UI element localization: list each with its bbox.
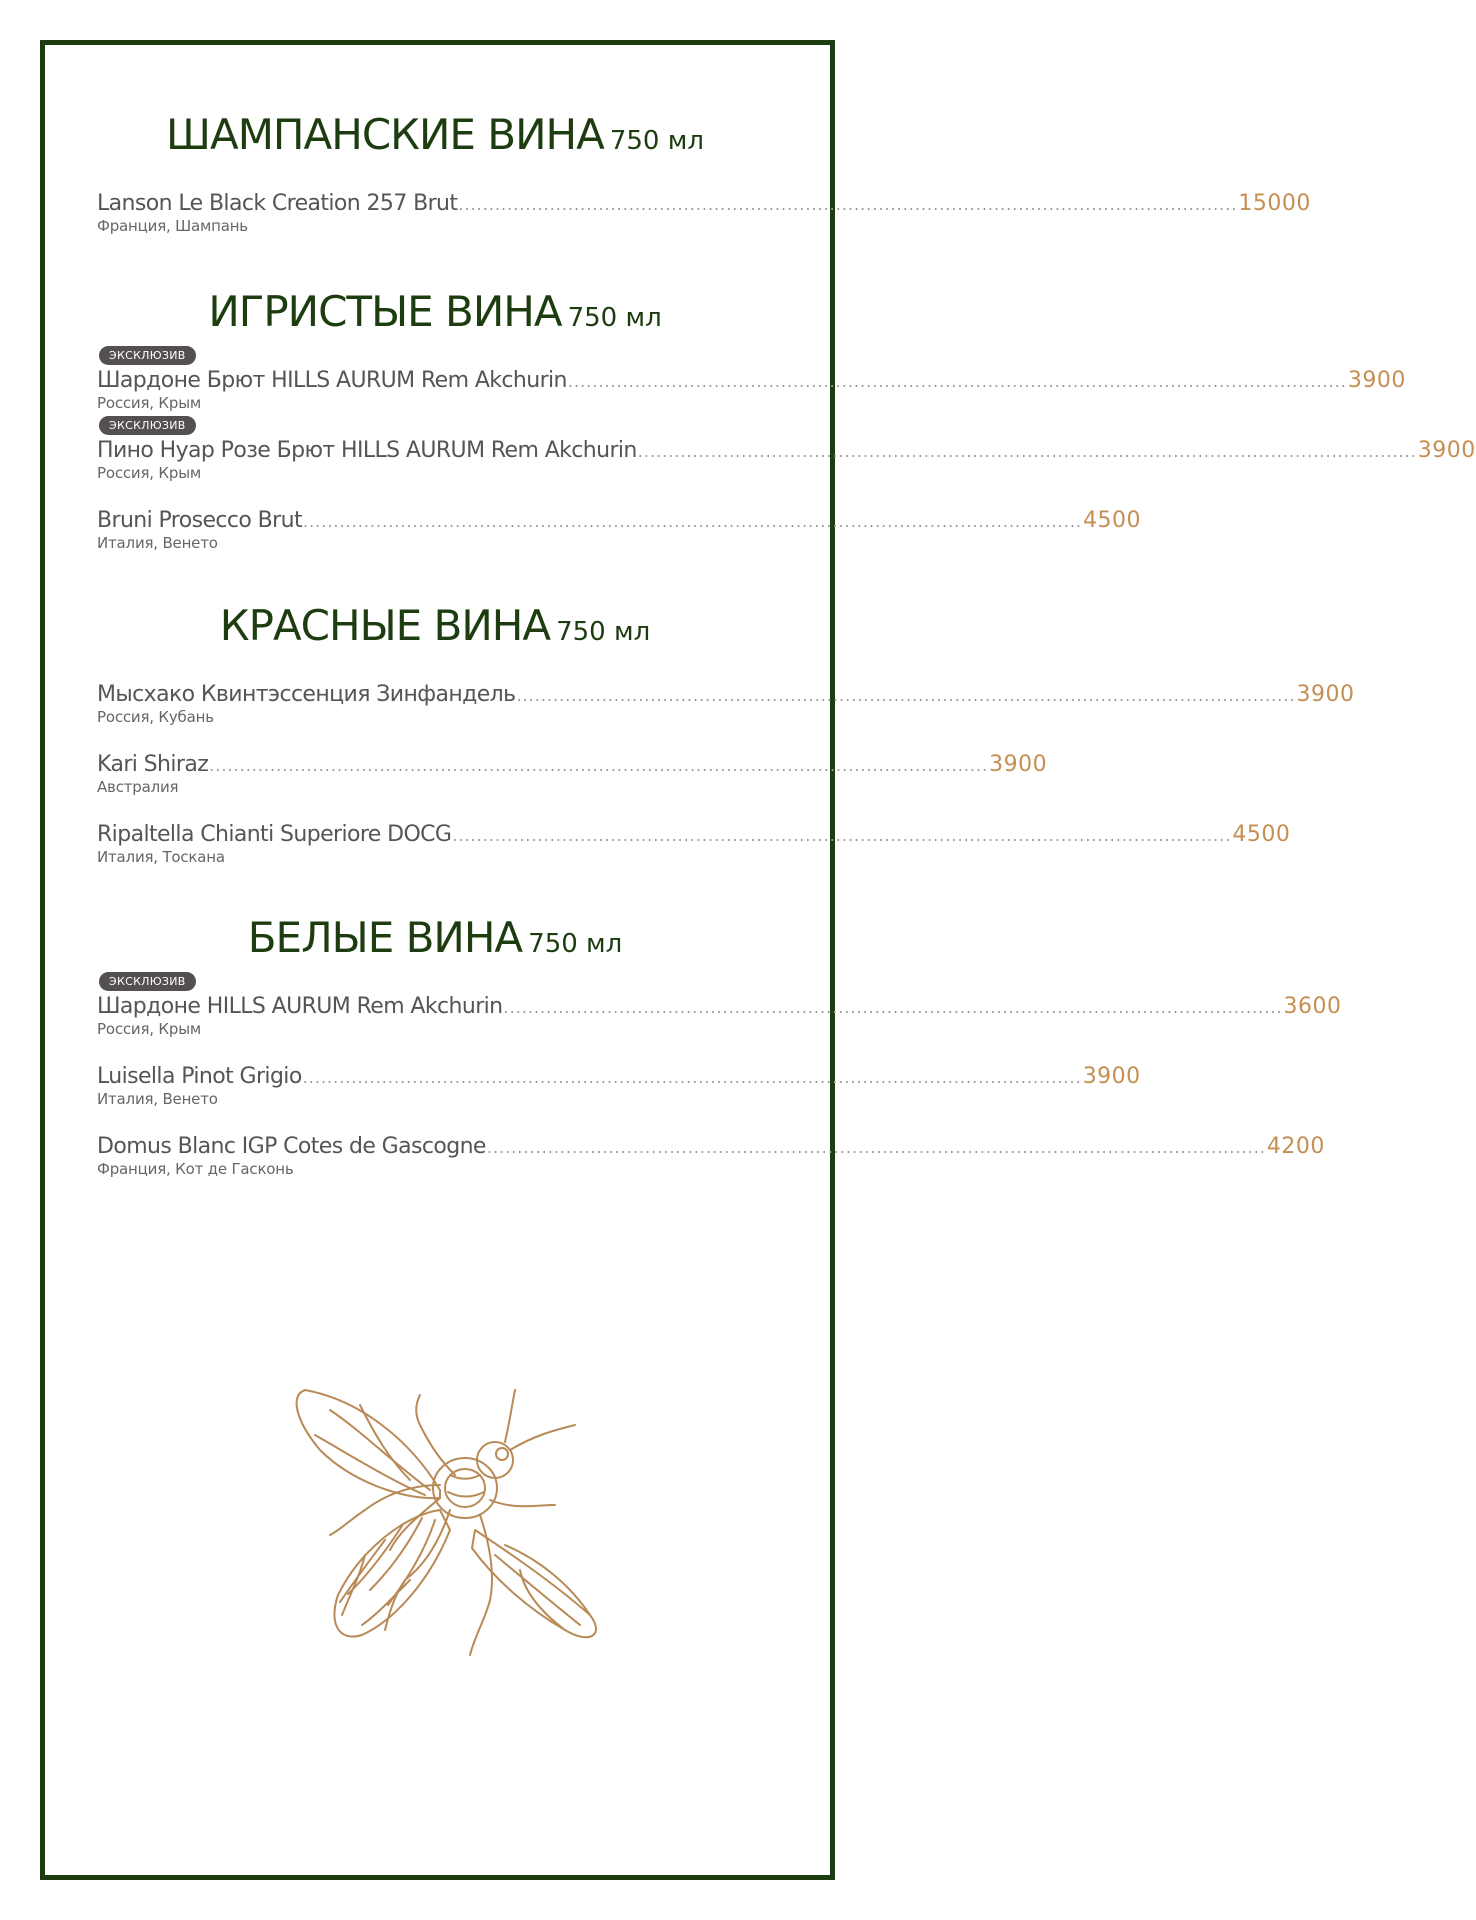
section-white [97, 908, 1342, 1204]
menu-item [97, 975, 1342, 1064]
section-champagne [97, 105, 1311, 261]
wine-price: 4500 [1082, 508, 1141, 533]
menu-item [97, 752, 1048, 822]
menu-item [97, 349, 1406, 438]
wine-origin: Австралия [97, 778, 179, 796]
menu-item [97, 419, 1476, 508]
wine-price: 15000 [1238, 191, 1311, 216]
wine-price: 3900 [1417, 438, 1476, 463]
bee-icon [290, 1380, 620, 1670]
wine-name: Пино Нуар Розе Брют HILLS AURUM Rem Akchurin [97, 438, 637, 463]
section-title: ШАМПАНСКИЕ ВИНА 750 мл [166, 110, 704, 159]
wine-origin: Франция, Шампань [97, 217, 248, 235]
wine-origin: Россия, Крым [97, 394, 201, 412]
wine-price: 3900 [1082, 1064, 1141, 1089]
dot-leader: ................................................................................................................................ [637, 442, 1417, 461]
dot-leader: ................................................................................................................................ [567, 372, 1347, 391]
menu-item [97, 682, 1355, 752]
wine-name: Luisella Pinot Grigio [97, 1064, 302, 1089]
wine-name: Bruni Prosecco Brut [97, 508, 302, 533]
wine-name: Lanson Le Black Creation 257 Brut [97, 191, 458, 216]
wine-origin: Италия, Венето [97, 534, 218, 552]
wine-price: 3600 [1283, 994, 1342, 1019]
wine-origin: Италия, Венето [97, 1090, 218, 1108]
dot-leader: ................................................................................................................................ [209, 756, 989, 775]
dot-leader: ................................................................................................................................ [302, 1068, 1082, 1087]
dot-leader: ................................................................................................................................ [516, 686, 1296, 705]
section-sparkling [97, 282, 1476, 578]
wine-name: Domus Blanc IGP Cotes de Gascogne [97, 1134, 486, 1159]
menu-item [97, 1064, 1141, 1134]
wine-price: 3900 [1347, 368, 1406, 393]
menu-item [97, 508, 1141, 578]
dot-leader: ................................................................................................................................ [458, 195, 1238, 214]
wine-origin: Франция, Кот де Гасконь [97, 1160, 294, 1178]
wine-name: Шардоне HILLS AURUM Rem Akchurin [97, 994, 503, 1019]
dot-leader: ................................................................................................................................ [452, 826, 1232, 845]
wine-price: 4500 [1232, 822, 1291, 847]
wine-price: 4200 [1266, 1134, 1325, 1159]
section-title: ИГРИСТЫЕ ВИНА 750 мл [208, 287, 662, 336]
wine-origin: Италия, Тоскана [97, 848, 225, 866]
section-title: БЕЛЫЕ ВИНА 750 мл [247, 913, 623, 962]
dot-leader: ................................................................................................................................ [503, 998, 1283, 1017]
wine-price: 3900 [1296, 682, 1355, 707]
wine-name: Kari Shiraz [97, 752, 209, 777]
wine-name: Мысхако Квинтэссенция Зинфандель [97, 682, 516, 707]
exclusive-badge: ЭКСКЛЮЗИВ [99, 346, 196, 365]
dot-leader: ................................................................................................................................ [486, 1138, 1266, 1157]
wine-origin: Россия, Кубань [97, 708, 214, 726]
wine-origin: Россия, Крым [97, 464, 201, 482]
menu-item [97, 822, 1291, 892]
exclusive-badge: ЭКСКЛЮЗИВ [99, 416, 196, 435]
wine-price: 3900 [989, 752, 1048, 777]
dot-leader: ................................................................................................................................ [302, 512, 1082, 531]
menu-item [97, 191, 1311, 261]
wine-origin: Россия, Крым [97, 1020, 201, 1038]
menu-item [97, 1134, 1325, 1204]
section-red [97, 596, 1355, 892]
wine-name: Ripaltella Chianti Superiore DOCG [97, 822, 452, 847]
wine-name: Шардоне Брют HILLS AURUM Rem Akchurin [97, 368, 567, 393]
exclusive-badge: ЭКСКЛЮЗИВ [99, 972, 196, 991]
section-title: КРАСНЫЕ ВИНА 750 мл [219, 601, 651, 650]
